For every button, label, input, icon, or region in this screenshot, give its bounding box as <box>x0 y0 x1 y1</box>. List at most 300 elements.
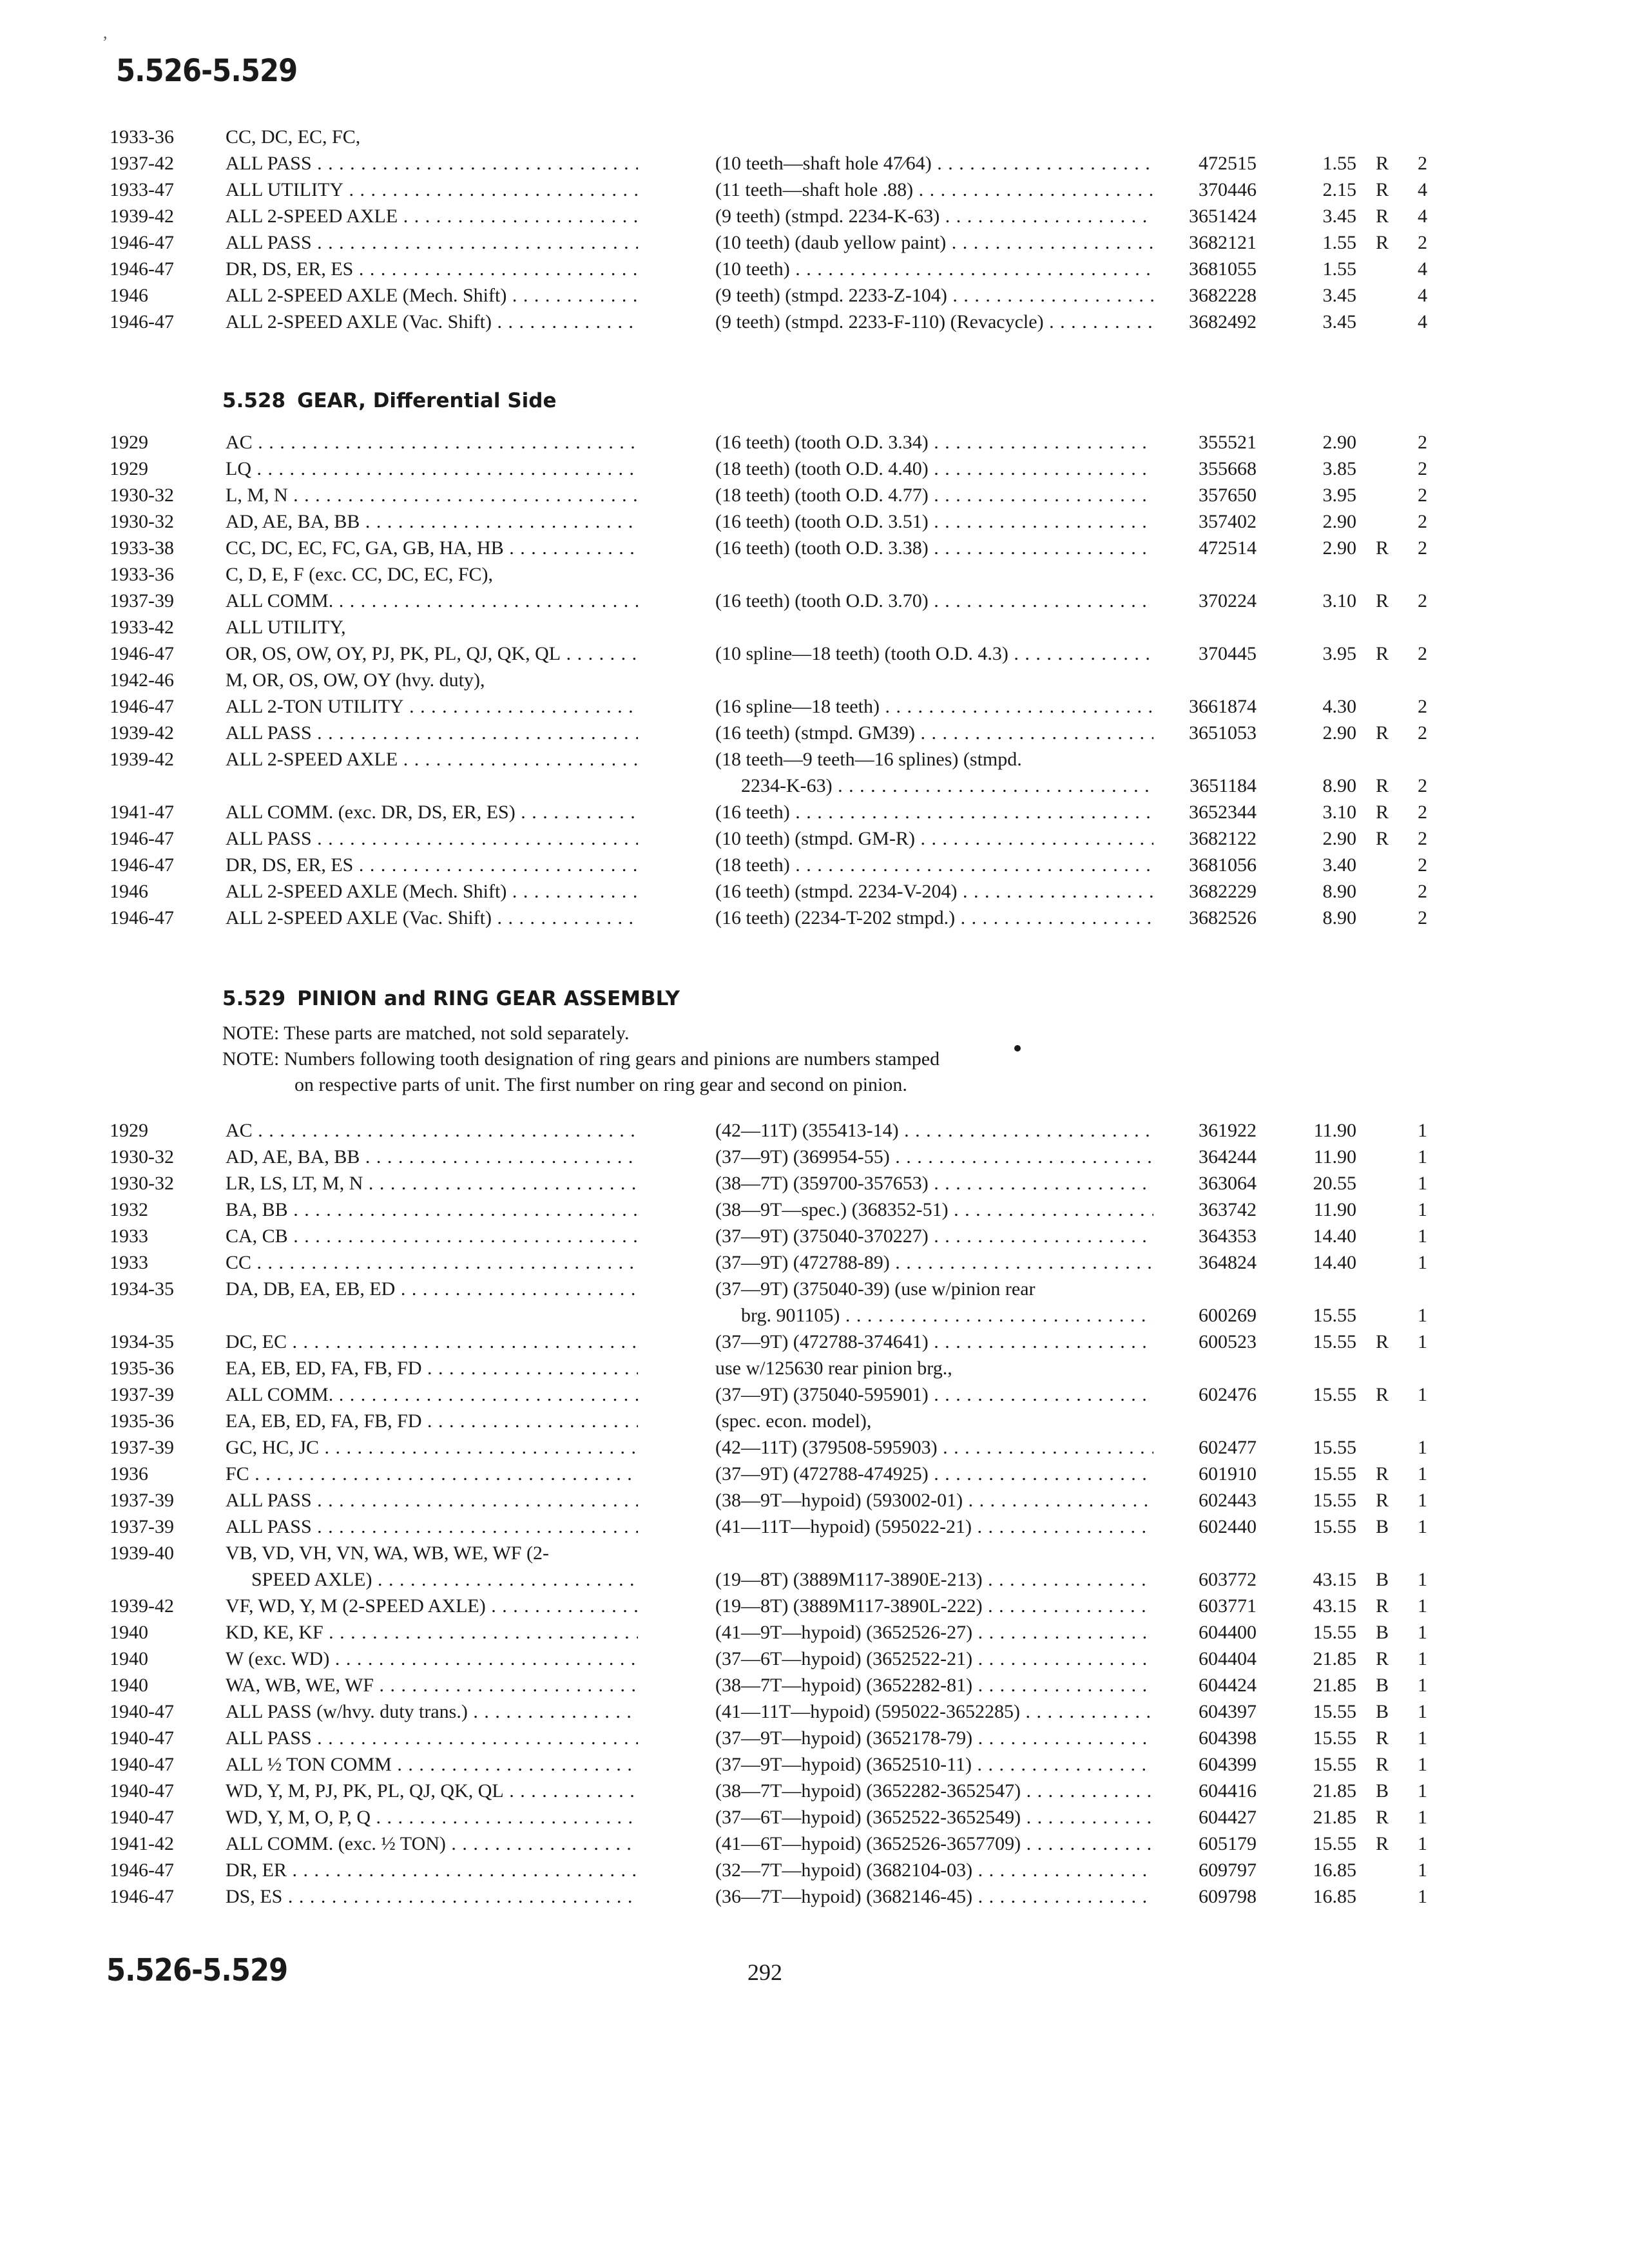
models-cell: ALL PASS . . . <box>226 150 638 177</box>
description-cell: (38—7T) (359700-357653) . . . <box>715 1170 1153 1196</box>
price-cell: 15.55 <box>1313 1754 1356 1775</box>
year-cell: 1932 <box>110 1199 148 1220</box>
table-row <box>0 1751 1629 1778</box>
price-cell: 21.85 <box>1313 1648 1356 1669</box>
year-cell: 1934-35 <box>110 1278 174 1300</box>
description-cell: (38—9T—hypoid) (593002-01) . . . <box>715 1487 1153 1514</box>
year-cell: 1937-42 <box>110 153 174 174</box>
table-row <box>0 1196 1629 1223</box>
models-cell <box>226 1540 638 1593</box>
description-cell: (38—7T—hypoid) (3652282-81) . . . <box>715 1672 1153 1698</box>
quantity-cell: 1 <box>1418 1437 1427 1458</box>
description-cell: (18 teeth) (tooth O.D. 4.77) . . . <box>715 482 1153 508</box>
part-number-cell: 355668 <box>1199 458 1257 479</box>
models-cell: WD, Y, M, O, P, Q . . . <box>226 1804 638 1831</box>
table-row <box>0 1355 1629 1381</box>
code-cell: R <box>1375 1727 1389 1749</box>
models-cell: ALL COMM. (exc. ½ TON) . . . <box>226 1831 638 1857</box>
quantity-cell: 2 <box>1418 511 1427 532</box>
price-cell: 3.40 <box>1322 854 1356 876</box>
code-cell: B <box>1375 1622 1389 1643</box>
description-cell: (9 teeth) (stmpd. 2233-F-110) (Revacycle) . . . <box>715 309 1153 335</box>
code-cell: R <box>1375 179 1389 200</box>
quantity-cell: 1 <box>1418 1120 1427 1141</box>
year-cell: 1933-42 <box>110 617 174 638</box>
code-cell: R <box>1375 643 1389 664</box>
quantity-cell: 1 <box>1418 1807 1427 1828</box>
models-cell: WD, Y, M, PJ, PK, PL, QJ, QK, QL . . . <box>226 1778 638 1804</box>
table-row <box>0 229 1629 256</box>
table-row <box>0 1249 1629 1276</box>
description-cell: (19—8T) (3889M117-3890L-222) . . . <box>715 1593 1153 1619</box>
table-row <box>0 825 1629 852</box>
quantity-cell: 1 <box>1418 1622 1427 1643</box>
description-cell: (42—11T) (379508-595903) . . . <box>715 1434 1153 1461</box>
section-5527-continuation <box>0 124 1629 335</box>
table-row <box>0 799 1629 825</box>
part-number-cell: 604397 <box>1199 1701 1257 1722</box>
quantity-cell: 2 <box>1418 722 1427 744</box>
price-cell: 3.95 <box>1322 485 1356 506</box>
quantity-cell: 4 <box>1418 179 1427 200</box>
year-cell: 1940-47 <box>110 1807 174 1828</box>
description-cell: (16 teeth) (tooth O.D. 3.70) . . . <box>715 588 1153 614</box>
description-cell: (38—9T—spec.) (368352-51) . . . <box>715 1196 1153 1223</box>
models-cell: ALL UTILITY, <box>226 617 346 638</box>
description-cell: (18 teeth) (tooth O.D. 4.40) . . . <box>715 456 1153 482</box>
note-matched: NOTE: These parts are matched, not sold separately. <box>222 1023 630 1044</box>
price-cell: 21.85 <box>1313 1675 1356 1696</box>
quantity-cell: 4 <box>1418 258 1427 280</box>
models-line: VB, VD, VH, VN, WA, WB, WE, WF (2- <box>226 1542 549 1564</box>
code-cell: R <box>1375 1648 1389 1669</box>
table-row <box>0 1725 1629 1751</box>
description-cell: use w/125630 rear pinion brg., <box>715 1358 952 1379</box>
note-numbers-cont: on respective parts of unit. The first number on ring gear and second on pinion. <box>294 1074 907 1095</box>
table-row <box>0 1170 1629 1196</box>
table-row <box>0 456 1629 482</box>
description-cell: (16 teeth) (stmpd. GM39) . . . <box>715 720 1153 746</box>
code-cell: B <box>1375 1569 1389 1590</box>
part-number-cell: 3651184 <box>1190 775 1257 796</box>
price-cell: 43.15 <box>1313 1569 1356 1590</box>
models-cell: ALL 2-SPEED AXLE (Vac. Shift) . . . <box>226 309 638 335</box>
year-cell: 1933-38 <box>110 537 174 559</box>
models-cell: FC . . . <box>226 1461 638 1487</box>
price-cell: 3.10 <box>1322 802 1356 823</box>
code-cell: R <box>1375 153 1389 174</box>
quantity-cell: 1 <box>1418 1252 1427 1273</box>
models-cell: GC, HC, JC . . . <box>226 1434 638 1461</box>
quantity-cell: 2 <box>1418 485 1427 506</box>
year-cell: 1942-46 <box>110 669 174 691</box>
code-cell: R <box>1375 1331 1389 1352</box>
year-cell: 1946-47 <box>110 643 174 664</box>
description-cell: (16 teeth) . . . <box>715 799 1153 825</box>
table-row <box>0 535 1629 561</box>
code-cell: R <box>1375 206 1389 227</box>
part-number-cell: 370445 <box>1199 643 1257 664</box>
models-cell: CA, CB . . . <box>226 1223 638 1249</box>
models-cell: ALL PASS . . . <box>226 229 638 256</box>
table-row <box>0 1698 1629 1725</box>
description-cell <box>715 746 1153 799</box>
year-cell: 1933 <box>110 1225 148 1247</box>
part-number-cell: 472515 <box>1199 153 1257 174</box>
year-cell: 1929 <box>110 458 148 479</box>
section-5528-title <box>222 389 557 412</box>
year-cell: 1946-47 <box>110 232 174 253</box>
page-header-range: 5.526-5.529 <box>116 53 298 89</box>
year-cell: 1937-39 <box>110 590 174 611</box>
code-cell: R <box>1375 1833 1389 1854</box>
year-cell: 1937-39 <box>110 1516 174 1537</box>
code-cell: R <box>1375 802 1389 823</box>
section-5528-table <box>0 429 1629 931</box>
year-cell: 1941-47 <box>110 802 174 823</box>
description-cell: (38—7T—hypoid) (3652282-3652547) . . . <box>715 1778 1153 1804</box>
models-cell: C, D, E, F (exc. CC, DC, EC, FC), <box>226 564 494 585</box>
models-cell: ALL 2-SPEED AXLE (Mech. Shift) . . . <box>226 878 638 905</box>
table-row <box>0 282 1629 309</box>
description-cell: (37—9T) (375040-370227) . . . <box>715 1223 1153 1249</box>
table-row <box>0 693 1629 720</box>
year-cell: 1939-42 <box>110 206 174 227</box>
price-cell: 11.90 <box>1313 1146 1356 1168</box>
table-row <box>0 124 1629 150</box>
description-cell: (37—9T) (472788-374641) . . . <box>715 1329 1153 1355</box>
models-cell: AD, AE, BA, BB . . . <box>226 1144 638 1170</box>
code-cell: R <box>1375 828 1389 849</box>
price-cell: 3.95 <box>1322 643 1356 664</box>
quantity-cell: 2 <box>1418 153 1427 174</box>
price-cell: 15.55 <box>1313 1305 1356 1326</box>
part-number-cell: 3682229 <box>1189 881 1257 902</box>
price-cell: 3.85 <box>1322 458 1356 479</box>
table-row <box>0 1831 1629 1857</box>
part-number-cell: 3682228 <box>1189 285 1257 306</box>
year-cell: 1937-39 <box>110 1437 174 1458</box>
section-heading: GEAR, Differential Side <box>297 389 557 412</box>
quantity-cell: 1 <box>1418 1648 1427 1669</box>
code-cell: R <box>1375 722 1389 744</box>
year-cell: 1939-42 <box>110 1595 174 1617</box>
quantity-cell: 1 <box>1418 1490 1427 1511</box>
part-number-cell: 364353 <box>1199 1225 1257 1247</box>
part-number-cell: 604399 <box>1199 1754 1257 1775</box>
quantity-cell: 2 <box>1418 537 1427 559</box>
models-cell: W (exc. WD) . . . <box>226 1646 638 1672</box>
description-cell: (41—11T—hypoid) (595022-3652285) . . . <box>715 1698 1153 1725</box>
quantity-cell: 1 <box>1418 1886 1427 1907</box>
section-heading: PINION and RING GEAR ASSEMBLY <box>297 987 680 1010</box>
price-cell: 16.85 <box>1313 1886 1356 1907</box>
price-cell: 4.30 <box>1322 696 1356 717</box>
price-cell: 14.40 <box>1313 1225 1356 1247</box>
description-line: (37—9T) (375040-39) (use w/pinion rear <box>715 1278 1036 1300</box>
year-cell: 1946 <box>110 285 148 306</box>
price-cell: 2.90 <box>1322 828 1356 849</box>
models-cell: AD, AE, BA, BB . . . <box>226 508 638 535</box>
price-cell: 1.55 <box>1322 232 1356 253</box>
description-cell: (16 teeth) (stmpd. 2234-V-204) . . . <box>715 878 1153 905</box>
price-cell: 15.55 <box>1313 1622 1356 1643</box>
note-numbers: NOTE: Numbers following tooth designation of ring gears and pinions are numbers stamped <box>222 1048 940 1070</box>
price-cell: 3.45 <box>1322 311 1356 332</box>
description-cell: (9 teeth) (stmpd. 2234-K-63) . . . <box>715 203 1153 229</box>
part-number-cell: 600269 <box>1199 1305 1257 1326</box>
table-row <box>0 429 1629 456</box>
quantity-cell: 2 <box>1418 590 1427 611</box>
description-cell: (10 teeth) (daub yellow paint) . . . <box>715 229 1153 256</box>
table-row <box>0 256 1629 282</box>
code-cell: R <box>1375 775 1389 796</box>
table-row <box>0 746 1629 799</box>
description-cell: (16 teeth) (tooth O.D. 3.38) . . . <box>715 535 1153 561</box>
year-cell: 1935-36 <box>110 1410 174 1432</box>
table-row <box>0 1434 1629 1461</box>
models-cell: LR, LS, LT, M, N . . . <box>226 1170 638 1196</box>
price-cell: 43.15 <box>1313 1595 1356 1617</box>
description-cell: (spec. econ. model), <box>715 1410 872 1432</box>
year-cell: 1933-36 <box>110 564 174 585</box>
page-number: 292 <box>747 1959 782 1985</box>
part-number-cell: 3651053 <box>1189 722 1257 744</box>
code-cell: R <box>1375 590 1389 611</box>
price-cell: 8.90 <box>1322 881 1356 902</box>
part-number-cell: 3681055 <box>1189 258 1257 280</box>
models-cell: CC . . . <box>226 1249 638 1276</box>
part-number-cell: 602477 <box>1199 1437 1257 1458</box>
part-number-cell: 3661874 <box>1189 696 1257 717</box>
year-cell: 1939-40 <box>110 1542 174 1564</box>
models-cell: ALL 2-SPEED AXLE (Mech. Shift) . . . <box>226 282 638 309</box>
year-cell: 1940 <box>110 1675 148 1696</box>
part-number-cell: 3651424 <box>1189 206 1257 227</box>
models-cell: DC, EC . . . <box>226 1329 638 1355</box>
code-cell: R <box>1375 232 1389 253</box>
price-cell: 8.90 <box>1322 775 1356 796</box>
models-cell: CC, DC, EC, FC, GA, GB, HA, HB . . . <box>226 535 638 561</box>
description-cell: (42—11T) (355413-14) . . . <box>715 1117 1153 1144</box>
quantity-cell: 2 <box>1418 828 1427 849</box>
part-number-cell: 603772 <box>1199 1569 1257 1590</box>
models-cell: BA, BB . . . <box>226 1196 638 1223</box>
code-cell: R <box>1375 537 1389 559</box>
table-row <box>0 1883 1629 1910</box>
price-cell: 15.55 <box>1313 1463 1356 1485</box>
year-cell: 1940-47 <box>110 1727 174 1749</box>
price-cell: 15.55 <box>1313 1701 1356 1722</box>
quantity-cell: 1 <box>1418 1569 1427 1590</box>
quantity-cell: 4 <box>1418 285 1427 306</box>
table-row <box>0 177 1629 203</box>
price-cell: 2.90 <box>1322 537 1356 559</box>
models-cell: WA, WB, WE, WF . . . <box>226 1672 638 1698</box>
description-cell: (41—6T—hypoid) (3652526-3657709) . . . <box>715 1831 1153 1857</box>
table-row <box>0 1144 1629 1170</box>
models-cell: AC . . . <box>226 1117 638 1144</box>
price-cell: 15.55 <box>1313 1490 1356 1511</box>
part-number-cell: 355521 <box>1199 432 1257 453</box>
year-cell: 1937-39 <box>110 1490 174 1511</box>
year-cell: 1930-32 <box>110 485 174 506</box>
part-number-cell: 364244 <box>1199 1146 1257 1168</box>
quantity-cell: 4 <box>1418 206 1427 227</box>
year-cell: 1940-47 <box>110 1701 174 1722</box>
quantity-cell: 1 <box>1418 1516 1427 1537</box>
price-cell: 2.90 <box>1322 511 1356 532</box>
price-cell: 1.55 <box>1322 153 1356 174</box>
models-cell: ALL PASS . . . <box>226 1514 638 1540</box>
year-cell: 1946-47 <box>110 696 174 717</box>
code-cell: R <box>1375 1384 1389 1405</box>
models-cell: ALL 2-SPEED AXLE . . . <box>226 203 638 229</box>
description-cell: (9 teeth) (stmpd. 2233-Z-104) . . . <box>715 282 1153 309</box>
models-cell: OR, OS, OW, OY, PJ, PK, PL, QJ, QK, QL . . . <box>226 640 638 667</box>
part-number-cell: 3652344 <box>1189 802 1257 823</box>
price-cell: 15.55 <box>1313 1331 1356 1352</box>
quantity-cell: 2 <box>1418 907 1427 928</box>
description-cell: (37—6T—hypoid) (3652522-3652549) . . . <box>715 1804 1153 1831</box>
part-number-cell: 604427 <box>1199 1807 1257 1828</box>
year-cell: 1940-47 <box>110 1754 174 1775</box>
part-number-cell: 604398 <box>1199 1727 1257 1749</box>
quantity-cell: 1 <box>1418 1331 1427 1352</box>
year-cell: 1929 <box>110 432 148 453</box>
part-number-cell: 609798 <box>1199 1886 1257 1907</box>
year-cell: 1936 <box>110 1463 148 1485</box>
year-cell: 1939-42 <box>110 722 174 744</box>
table-row <box>0 588 1629 614</box>
models-cell: ALL PASS (w/hvy. duty trans.) . . . <box>226 1698 638 1725</box>
year-cell: 1939-42 <box>110 749 174 770</box>
code-cell: B <box>1375 1780 1389 1802</box>
description-cell: (10 spline—18 teeth) (tooth O.D. 4.3) . . . <box>715 640 1153 667</box>
code-cell: B <box>1375 1701 1389 1722</box>
price-cell: 11.90 <box>1313 1120 1356 1141</box>
part-number-cell: 364824 <box>1199 1252 1257 1273</box>
year-cell: 1930-32 <box>110 511 174 532</box>
table-row <box>0 1593 1629 1619</box>
part-number-cell: 472514 <box>1199 537 1257 559</box>
part-number-cell: 602440 <box>1199 1516 1257 1537</box>
models-cell: DS, ES . . . <box>226 1883 638 1910</box>
year-cell: 1933-36 <box>110 126 174 148</box>
price-cell: 2.90 <box>1322 432 1356 453</box>
year-cell: 1930-32 <box>110 1173 174 1194</box>
quantity-cell: 1 <box>1418 1780 1427 1802</box>
models-cell: M, OR, OS, OW, OY (hvy. duty), <box>226 669 485 691</box>
description-cell: (37—6T—hypoid) (3652522-21) . . . <box>715 1646 1153 1672</box>
part-number-cell: 370446 <box>1199 179 1257 200</box>
part-number-cell: 604400 <box>1199 1622 1257 1643</box>
code-cell: R <box>1375 1595 1389 1617</box>
models-cell: DA, DB, EA, EB, ED . . . <box>226 1276 638 1302</box>
price-cell: 2.15 <box>1322 179 1356 200</box>
section-number: 5.528 <box>222 389 286 412</box>
models-cell: ALL UTILITY . . . <box>226 177 638 203</box>
table-row <box>0 203 1629 229</box>
quantity-cell: 1 <box>1418 1146 1427 1168</box>
table-row <box>0 1514 1629 1540</box>
models-cell: L, M, N . . . <box>226 482 638 508</box>
quantity-cell: 1 <box>1418 1225 1427 1247</box>
description-cell: (16 teeth) (tooth O.D. 3.34) . . . <box>715 429 1153 456</box>
quantity-cell: 1 <box>1418 1833 1427 1854</box>
description-cell: (37—9T) (369954-55) . . . <box>715 1144 1153 1170</box>
price-cell: 15.55 <box>1313 1516 1356 1537</box>
description-cell: (37—9T) (472788-474925) . . . <box>715 1461 1153 1487</box>
quantity-cell: 2 <box>1418 643 1427 664</box>
year-cell: 1946-47 <box>110 907 174 928</box>
table-row <box>0 1461 1629 1487</box>
price-cell: 15.55 <box>1313 1833 1356 1854</box>
section-5529-notes <box>222 1021 940 1098</box>
quantity-cell: 1 <box>1418 1701 1427 1722</box>
description-cell: (41—11T—hypoid) (595022-21) . . . <box>715 1514 1153 1540</box>
price-cell: 21.85 <box>1313 1807 1356 1828</box>
table-row <box>0 508 1629 535</box>
price-cell: 11.90 <box>1313 1199 1356 1220</box>
price-cell: 14.40 <box>1313 1252 1356 1273</box>
year-cell: 1946-47 <box>110 828 174 849</box>
description-cell: (19—8T) (3889M117-3890E-213) . . . <box>715 1566 1153 1593</box>
price-cell: 3.10 <box>1322 590 1356 611</box>
table-row <box>0 640 1629 667</box>
models-cell: ALL COMM. . . . <box>226 1381 638 1408</box>
description-cell: (10 teeth) . . . <box>715 256 1153 282</box>
table-row <box>0 150 1629 177</box>
section-5529-title <box>222 987 680 1010</box>
table-row <box>0 720 1629 746</box>
description-cell: (10 teeth) (stmpd. GM-R) . . . <box>715 825 1153 852</box>
part-number-cell: 3682526 <box>1189 907 1257 928</box>
part-number-cell: 602443 <box>1199 1490 1257 1511</box>
part-number-cell: 357402 <box>1199 511 1257 532</box>
part-number-cell: 361922 <box>1199 1120 1257 1141</box>
table-row <box>0 1778 1629 1804</box>
price-cell: 15.55 <box>1313 1384 1356 1405</box>
models-cell: AC . . . <box>226 429 638 456</box>
table-row <box>0 561 1629 588</box>
table-row <box>0 1540 1629 1593</box>
year-cell: 1929 <box>110 1120 148 1141</box>
description-cell: (16 teeth) (tooth O.D. 3.51) . . . <box>715 508 1153 535</box>
models-cell: ALL 2-SPEED AXLE (Vac. Shift) . . . <box>226 905 638 931</box>
table-row <box>0 905 1629 931</box>
description-cell: (37—9T) (375040-595901) . . . <box>715 1381 1153 1408</box>
part-number-cell: 609797 <box>1199 1860 1257 1881</box>
quantity-cell: 2 <box>1418 775 1427 796</box>
quantity-cell: 1 <box>1418 1860 1427 1881</box>
description-cell: (37—9T—hypoid) (3652510-11) . . . <box>715 1751 1153 1778</box>
quantity-cell: 2 <box>1418 802 1427 823</box>
stray-dot <box>1014 1045 1021 1052</box>
year-cell: 1946-47 <box>110 258 174 280</box>
models-cell: KD, KE, KF . . . <box>226 1619 638 1646</box>
description-line: (18 teeth—9 teeth—16 splines) (stmpd. <box>715 749 1022 770</box>
price-cell: 1.55 <box>1322 258 1356 280</box>
description-line: brg. 901105) . . . <box>741 1302 1153 1329</box>
part-number-cell: 603771 <box>1199 1595 1257 1617</box>
models-line: SPEED AXLE) . . . <box>251 1566 638 1593</box>
description-cell <box>715 1276 1153 1329</box>
models-cell: ALL COMM. . . . <box>226 588 638 614</box>
code-cell: R <box>1375 1807 1389 1828</box>
table-row <box>0 1487 1629 1514</box>
quantity-cell: 1 <box>1418 1305 1427 1326</box>
